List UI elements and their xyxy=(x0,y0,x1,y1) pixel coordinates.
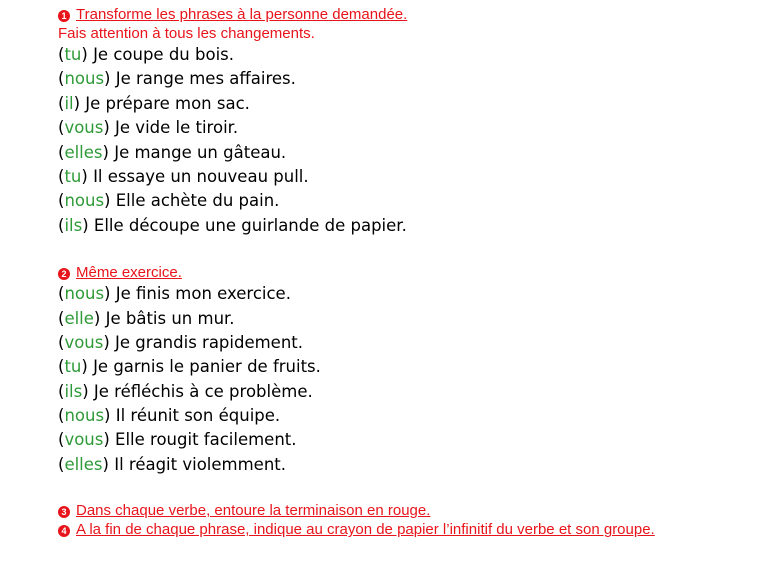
pronoun: tu xyxy=(64,357,82,377)
exercise-1-number-badge: 1 xyxy=(58,10,70,22)
sentence: (nous) Il réunit son équipe. xyxy=(58,406,281,426)
pronoun: nous xyxy=(64,406,105,426)
pronoun: elles xyxy=(64,454,103,474)
sentence: (vous) Elle rougit facilement. xyxy=(58,430,297,450)
pronoun: nous xyxy=(64,69,105,89)
exercise-2-number-badge: 2 xyxy=(58,268,70,280)
sentence-text: Je range mes affaires. xyxy=(115,69,296,89)
pronoun: vous xyxy=(64,332,104,352)
sentence: (elles) Je mange un gâteau. xyxy=(58,142,287,162)
sentence-text: Je grandis rapidement. xyxy=(115,332,304,352)
sentence-text: Il réunit son équipe. xyxy=(115,406,281,426)
pronoun: vous xyxy=(64,118,104,138)
sentence: (nous) Je finis mon exercice. xyxy=(58,284,291,304)
pronoun: ils xyxy=(64,215,83,235)
exercise-4-title xyxy=(58,520,758,539)
pronoun: tu xyxy=(64,166,82,186)
exercise-4-number-badge: 4 xyxy=(58,525,70,537)
sentence-text: Je prépare mon sac. xyxy=(85,93,250,113)
pronoun: ils xyxy=(64,381,83,401)
pronoun: il xyxy=(64,93,74,113)
exercise-1-sentences xyxy=(58,43,758,238)
exercise-1-title xyxy=(58,5,758,24)
sentence: (elles) Il réagit violemment. xyxy=(58,454,287,474)
sentence: (ils) Elle découpe une guirlande de papier. xyxy=(58,215,407,235)
sentence-text: Elle découpe une guirlande de papier. xyxy=(93,215,407,235)
sentence-text: Je vide le tiroir. xyxy=(115,118,239,138)
sentence-text: Elle rougit facilement. xyxy=(115,430,297,450)
exercise-1-title-text: Transforme les phrases à la personne demandée. xyxy=(76,6,408,23)
exercise-3-title xyxy=(58,501,758,520)
sentence-text: Je bâtis un mur. xyxy=(105,308,235,328)
sentence-text: Je coupe du bois. xyxy=(93,45,234,64)
sentence: (nous) Je range mes affaires. xyxy=(58,69,296,89)
pronoun: nous xyxy=(64,284,105,304)
sentence-text: Il essaye un nouveau pull. xyxy=(93,166,309,186)
sentence: (nous) Elle achète du pain. xyxy=(58,191,280,211)
sentence: (tu) Il essaye un nouveau pull. xyxy=(58,166,309,186)
exercise-2-title-text: Même exercice. xyxy=(76,264,182,282)
sentence-text: Je réfléchis à ce problème. xyxy=(93,381,313,401)
sentence-text: Il réagit violemment. xyxy=(114,454,287,474)
worksheet xyxy=(58,5,758,539)
sentence: (vous) Je grandis rapidement. xyxy=(58,332,304,352)
sentence: (tu) Je coupe du bois. xyxy=(58,45,234,64)
pronoun: elles xyxy=(64,142,103,162)
pronoun: vous xyxy=(64,430,104,450)
sentence: (vous) Je vide le tiroir. xyxy=(58,118,239,138)
spacer xyxy=(58,238,758,263)
exercise-3-number-badge: 3 xyxy=(58,506,70,518)
pronoun: nous xyxy=(64,191,105,211)
exercise-3-title-text: Dans chaque verbe, entoure la terminaison en rouge. xyxy=(76,502,431,520)
exercise-2-sentences xyxy=(58,282,758,477)
spacer xyxy=(58,477,758,501)
sentence-text: Je garnis le panier de fruits. xyxy=(93,357,321,377)
sentence: (elle) Je bâtis un mur. xyxy=(58,308,235,328)
exercise-2-title xyxy=(58,263,758,282)
sentence: (il) Je prépare mon sac. xyxy=(58,93,250,113)
sentence-text: Je finis mon exercice. xyxy=(115,284,291,304)
sentence: (tu) Je garnis le panier de fruits. xyxy=(58,357,321,377)
pronoun: elle xyxy=(64,308,94,328)
exercise-4-title-text: A la fin de chaque phrase, indique au crayon de papier l’infinitif du verbe et son groupe. xyxy=(76,521,655,539)
sentence-text: Elle achète du pain. xyxy=(115,191,280,211)
sentence-text: Je mange un gâteau. xyxy=(114,142,287,162)
exercise-1-subtitle: Fais attention à tous les changements. xyxy=(58,25,315,42)
pronoun: tu xyxy=(64,45,82,64)
sentence: (ils) Je réfléchis à ce problème. xyxy=(58,381,313,401)
